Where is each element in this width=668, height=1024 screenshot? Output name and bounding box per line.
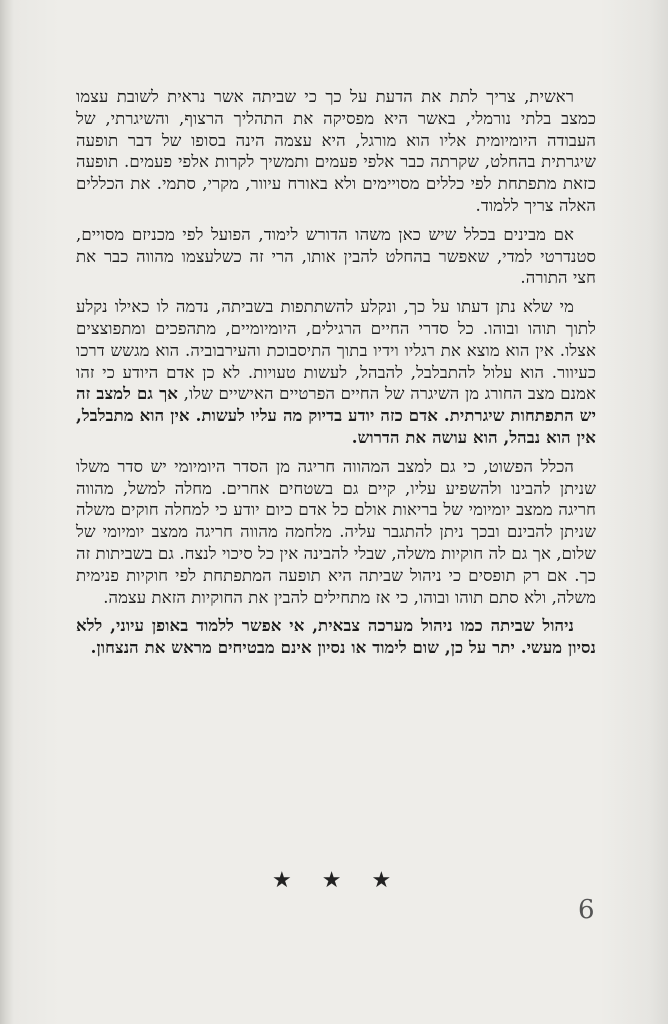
section-divider-stars: [272, 868, 391, 893]
paragraph-1: ראשית, צריך לתת את הדעת על כך כי שביתה אשר נראית לשובת עצמו כמצב בלתי נורמלי, באשר היא מפסיקה את התהליך הרצוף, והשיגרתי, של העבודה היומיומית אליו הוא מורגל, היא עצמה הינה בסופו של דבר תופעה שיגרתית בהחלט, שקרתה כבר אלפי פעמים ותמשיך לקרות אלפי פעמים. תופעה כזאת מתפתחת לפי כללים מסויימים ולא באורח עיוור, מקרי, סתמי. את הכללים האלה צריך ללמוד.: [76, 87, 596, 215]
star-icon: ★: [321, 868, 342, 893]
star-icon: ★: [272, 868, 292, 893]
paragraph-3: מי שלא נתן דעתו על כך, ונקלע להשתתפות בשביתה, נדמה לו כאילו נקלע לתוך תוהו ובוהו. כל סדרי החיים הרגילים, היומיומיים, מתהפכים ומתפוצצים אצלו. אין הוא מוצא את רגליו וידיו בתוך התיסבוכת והעירבוביה. הוא מגשש דרכו כעיוור. הוא עלול להתבלבל, להבהל, לעשות טעויות. לא כן אדם היודע כי זהו אמנם מצב החורג מן השיגרה של החיים הפרטיים האישיים שלו, אך גם למצב זה יש התפתחות שיגרתית. אדם כזה יודע בדיוק מה עליו לעשות. אין הוא מתבלבל, אין הוא נבהל, הוא עושה את הדרוש.: [76, 297, 596, 447]
paragraph-5: ניהול שביתה כמו ניהול מערכה צבאית, אי אפשר ללמוד באופן עיוני, ללא נסיון מעשי. יתר על כן, שום לימוד או נסיון אינם מבטיחים מראש את הנצחון.: [76, 616, 596, 658]
paragraph-4: הכלל הפשוט, כי גם למצב המהווה חריגה מן הסדר היומיומי יש סדר משלו שניתן להבינו ולהשפיע עליו, קיים גם בשטחים אחרים. מחלה למשל, מהווה חריגה ממצב יומיומי של בריאות אולם כל אדם כיום יודע כי למחלה חוקים משלה שניתן להבינם ובכך ניתן להתגבר עליה. מלחמה מהווה חריגה ממצב יומיומי של שלום, אך גם לה חוקיות משלה, שבלי להבינה אין כל סיכוי לנצח. גם בשביתות זה כך. אם רק תופסים כי ניהול שביתה היא תופעה המתפתחת לפי חוקיות פנימית משלה, ולא סתם תוהו ובוהו, כי אז מתחילים להבין את החוקיות הזאת עצמה.: [76, 456, 596, 607]
bold-emphasis: אך גם למצב זה יש התפתחות שיגרתית. אדם כזה יודע בדיוק מה עליו לעשות. אין הוא מתבלבל, אין הוא נבהל, הוא עושה את הדרוש.: [76, 384, 596, 447]
paragraph-2: אם מבינים בכלל שיש כאן משהו הדורש לימוד, הפועל לפי מכניזם מסויים, סטנדרטי למדי, שאפשר בהחלט להבין אותו, הרי זה כשלעצמו מהווה כבר את חצי התורה.: [76, 224, 596, 288]
star-icon: ★: [371, 868, 392, 893]
page-number: 6: [578, 895, 595, 925]
body-text: [76, 86, 596, 666]
